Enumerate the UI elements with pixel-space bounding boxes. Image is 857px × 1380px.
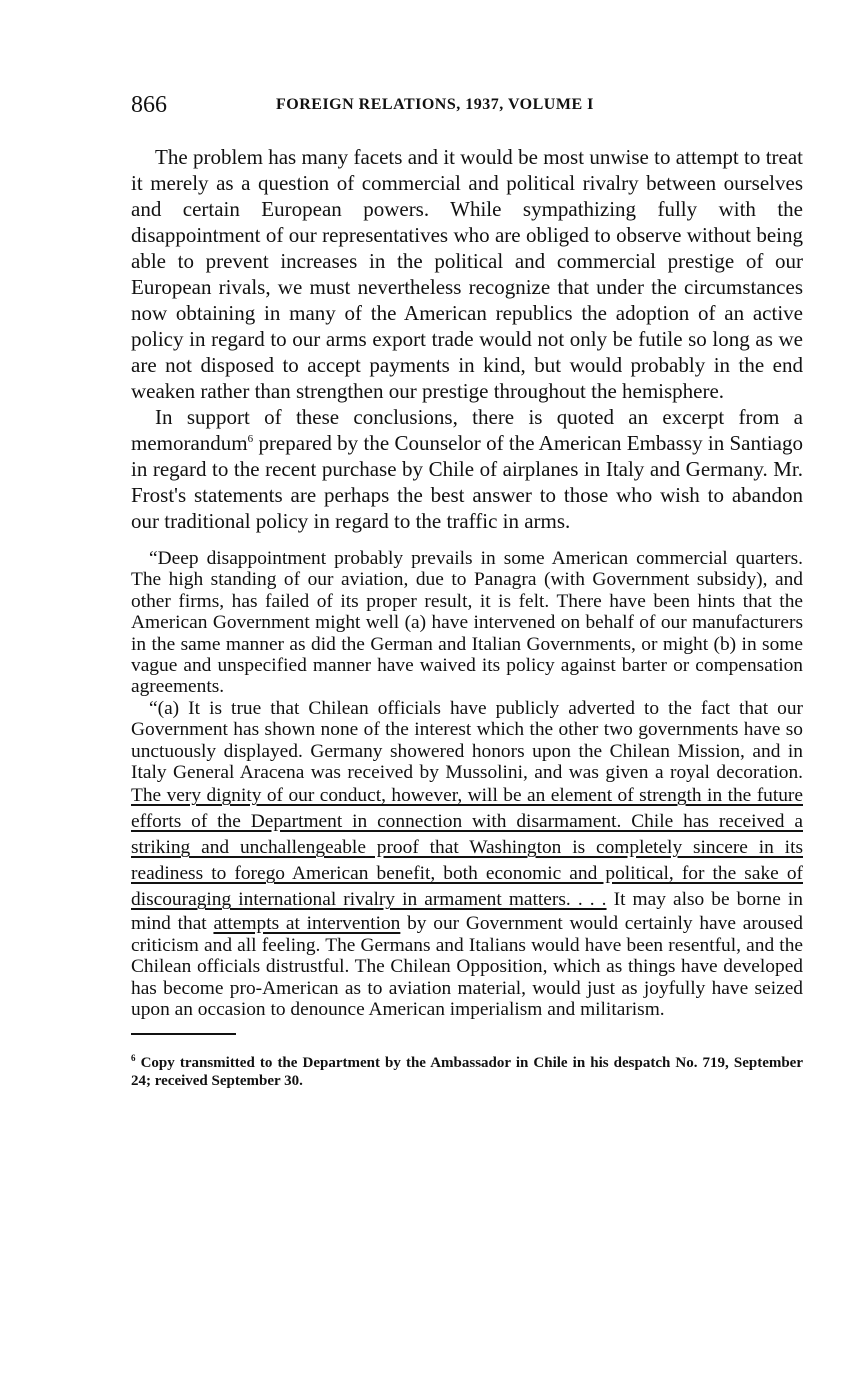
underlined-phrase: attempts at intervention: [213, 913, 401, 935]
page-header: [131, 92, 803, 124]
quote-paragraph-1: “Deep disappointment probably prevails in some American commercial quarters. The high standing of our aviation, due to Panagra (with Government subsidy), and other firms, has failed of its proper result, it is felt. There have been hints that the American Government might well (a) have intervened on behalf of our manufacturers in the same manner as did the German and Italian Governments, or might (b) in some vague and unspecified manner have waived its policy against barter or compensation agreements.: [131, 548, 803, 698]
paragraph-2: [131, 404, 803, 534]
block-quote: [131, 548, 803, 1021]
running-title: FOREIGN RELATIONS, 1937, VOLUME I: [276, 96, 594, 113]
footnote-text: Copy transmitted to the Department by the Ambassador in Chile in his despatch No. 719, September 24; received September 30.: [131, 1054, 804, 1089]
body-text: [131, 144, 803, 534]
document-page: [131, 92, 803, 1090]
footnote-reference: 6: [247, 433, 254, 445]
footnote: [131, 1049, 803, 1090]
underlined-passage: The very dignity of our conduct, however, will be an element of strength in the future efforts of the Department in connection with disarmament. Chile has received a striking and unchallengeable proof that Washington is completely sincere in its readiness to forego American benefit, both economic and political, for the sake of discouraging international rivalry in armament matters. . . .: [131, 785, 803, 911]
paragraph-2-start: In support of these conclusions, there is quoted an excerpt from a memorandum: [131, 405, 803, 455]
footnote-rule: [131, 1033, 236, 1035]
quote-paragraph-2-end: by our Government would certainly have aroused criticism and all feeling. The Germans and Italians would have been resentful, and the Chilean officials distrustful. The Chilean Opposition, which as things have developed has become pro-American as to aviation material, would just as joyfully have seized upon an occasion to denounce American imperialism and militarism.: [131, 913, 804, 1021]
footnote-mark: 6: [131, 1052, 136, 1063]
quote-paragraph-2: [131, 698, 803, 1021]
paragraph-2-end: prepared by the Counselor of the American Embassy in Santiago in regard to the recent purchase by Chile of airplanes in Italy and Germany. Mr. Frost's statements are perhaps the best answer to those who wish to abandon our traditional policy in regard to the traffic in arms.: [131, 431, 803, 533]
quote-paragraph-2-mid: It may also be borne in mind that: [131, 889, 803, 935]
paragraph-1: The problem has many facets and it would be most unwise to attempt to treat it merely as a question of commercial and political rivalry between ourselves and certain European powers. While sympathizing fully with the disappointment of our representatives who are obliged to observe without being able to prevent increases in the political and commercial prestige of our European rivals, we must nevertheless recognize that under the circumstances now obtaining in many of the American republics the adoption of an active policy in regard to our arms export trade would not only be futile so long as we are not disposed to accept payments in kind, but would probably in the end weaken rather than strengthen our prestige throughout the hemisphere.: [131, 145, 803, 403]
page-number: 866: [131, 92, 167, 118]
quote-paragraph-2-start: “(a) It is true that Chilean officials have publicly adverted to the fact that our Government has shown none of the interest which the other two governments have so unctuously displayed. Germany showered honors upon the Chilean Mission, and in Italy General Aracena was received by Mussolini, and was given a royal decoration.: [131, 697, 803, 784]
